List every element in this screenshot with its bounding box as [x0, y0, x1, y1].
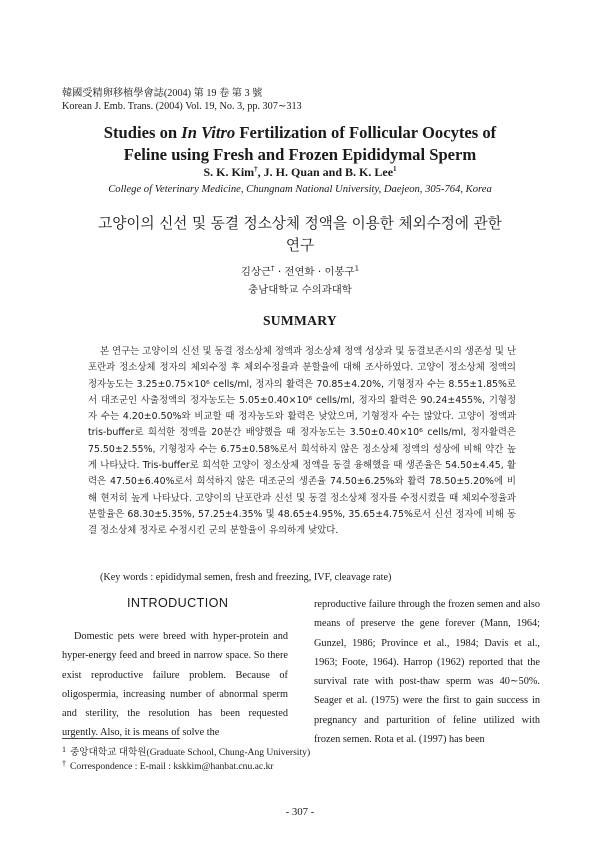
left-column [62, 627, 288, 743]
title-line-1 [40, 122, 560, 144]
korean-author-rest: · 전연화 · 이봉구 [274, 266, 355, 278]
footnote-rule [62, 738, 180, 739]
korean-affiliation: 충남대학교 수의과대학 [248, 284, 352, 296]
footnote-1-mark: 1 [62, 745, 66, 754]
footnote-1-text: 중앙대학교 대학원(Graduate School, Chung-Ang University) [70, 747, 311, 758]
page-number: - 307 - [285, 806, 315, 818]
title-part-1: Studies on [103, 123, 182, 142]
journal-english-line: Korean J. Emb. Trans. (2004) Vol. 19, No. 3, pp. 307∼313 [62, 101, 302, 112]
korean-author-list [0, 263, 600, 278]
introduction-heading: INTRODUCTION [127, 596, 229, 610]
author-1-mark: † [254, 165, 258, 173]
korean-author-rest-mark: 1 [354, 264, 360, 273]
author-1: S. K. Kim [203, 165, 255, 179]
korean-title [60, 213, 540, 257]
korean-author-1: 김상근 [240, 266, 272, 278]
journal-korean-line: 韓國受精卵移植學會誌(2004) 第 19 卷 第 3 號 [62, 88, 263, 99]
summary-section [88, 344, 516, 540]
korean-author-1-mark: † [271, 264, 275, 273]
korean-title-line-1: 고양이의 신선 및 동결 정소상체 정액을 이용한 체외수정에 관한 [98, 215, 502, 232]
journal-header [62, 87, 302, 113]
intro-right-paragraph: reproductive failure through the frozen semen and also means of preserve the gene forever (Mann, 1964; Gunzel, 1986; Province et al., 1984; Davis et al., 1963; Foote, 1964). Harrop (1962) reported that the survival rate with post-thaw sperm was 40∼50%. Seager et al. (1975) were the first to gain success in pregnancy and parturition of feline utilized with frozen semen. Rota et al. (1997) has been [314, 599, 540, 746]
footnote-2 [62, 759, 274, 772]
title-part-2: Fertilization of Follicular Oocytes of [235, 123, 497, 142]
paper-title [40, 122, 560, 166]
keywords: (Key words : epididymal semen, fresh and freezing, IVF, cleavage rate) [100, 572, 392, 583]
author-rest-mark: 1 [393, 165, 397, 173]
intro-left-paragraph: Domestic pets were breed with hyper-protein and hyper-energy feed and breed in narrow space. So there exist reproductive failure problem. Because of oligospermia, increasing number of abnormal sperm and sterility, the resolution has been requested urgently. Also, it is means of solve the [62, 631, 288, 739]
summary-body: 본 연구는 고양이의 신선 및 동결 정소상체 정액과 정소상체 정액 성상과 및 동결보존시의 생존성 및 난포란과 정소상체 정자의 체외수정 후 체외수정율과 분할율에 대해 조사하였다. 고양이 정소상체 정액의 정자농도는 3.25±0.75×10⁶ cells/ml, 정자의 활력은 70.85±4.20%, 기형정자 수는 8.55±1.85%로서 대조군인 사출정액의 정자농도는 5.05±0.40×10⁶ cells/ml, 정자의 활력은 90.24±455%, 기형정자 수는 4.20±0.50%와 비교할 때 정자농도와 활력은 낮았으며, 기형정자 수는 많았다. 고양이 정액과 tris-buffer로 희석한 정액을 20분간 배양했을 때 정자농도는 3.50±0.40×10⁶ cells/ml, 정자활력은 75.50±2.55%, 기형정자 수는 6.75±0.58%로서 희석하지 않은 정소상체 정액의 성상에 비해 약간 높게 나타났다. Tris-buffer로 희석한 고양이 정소상체 정액을 동결 융해했을 때 생존율은 54.50±4.45, 활력은 47.50±6.40%로서 희석하지 않은 대조군의 생존율 74.50±6.25%와 활력 78.50±5.20%에 비해 현저히 높게 나타났다. 고양이의 난포란과 신선 및 동결 정소상체 정자를 수정시켰을 때 체외수정율과 분할율은 68.30±5.35%, 57.25±4.35% 및 48.65±4.95%, 35.65±4.75%로서 신선 정자에 비해 동결 정소상체 정자로 수정시킨 군의 분할율이 유의하게 낮았다. [88, 346, 517, 537]
right-column [314, 595, 540, 749]
affiliation: College of Veterinary Medicine, Chungnam National University, Daejeon, 305-764, Korea [108, 184, 492, 195]
korean-title-line-2: 연구 [285, 237, 315, 254]
author-rest: , J. H. Quan and B. K. Lee [257, 165, 394, 179]
footnote-2-text: Correspondence : E-mail : kskkim@hanbat.cnu.ac.kr [70, 761, 274, 772]
summary-heading: SUMMARY [262, 313, 338, 328]
title-line-2: Feline using Fresh and Frozen Epididymal Sperm [123, 145, 477, 164]
footnote-2-mark: † [62, 759, 66, 768]
footnote-1 [62, 744, 310, 758]
author-list [0, 165, 600, 180]
title-italic: In Vitro [181, 123, 236, 142]
